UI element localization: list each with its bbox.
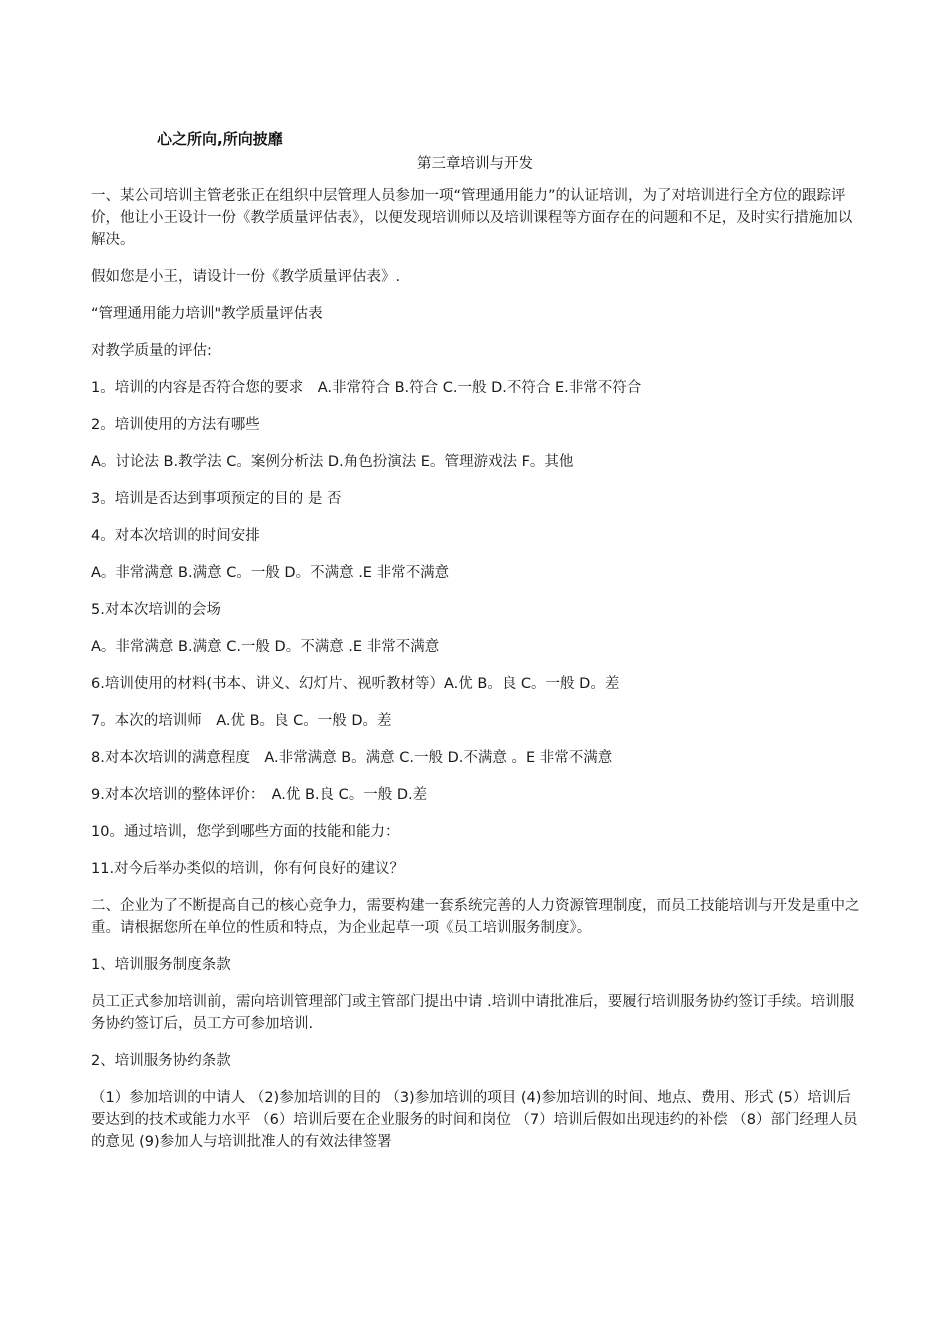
task-statement: 假如您是小王，请设计一份《教学质量评估表》. — [91, 269, 401, 285]
question-item: 4。对本次培训的时间安排 — [91, 528, 260, 544]
eval-label: 对教学质量的评估: — [91, 343, 212, 359]
clause2-title: 2、培训服务协约条款 — [91, 1053, 231, 1069]
question-item: 5.对本次培训的会场 — [91, 602, 221, 618]
question-item: 1。培训的内容是否符合您的要求 A.非常符合 B.符合 C.一般 D.不符合 E.非常不符合 — [91, 380, 642, 396]
motto-header: 心之所向,所向披靡 — [157, 130, 283, 148]
clause1-title: 1、培训服务制度条款 — [91, 957, 231, 973]
question-item: 10。通过培训，您学到哪些方面的技能和能力： — [91, 824, 400, 840]
question-item: A。非常满意 B.满意 C.一般 D。不满意 .E 非常不满意 — [91, 639, 440, 655]
section2-intro: 二、企业为了不断提高自己的核心竞争力，需要构建一套系统完善的人力资源管理制度，而员工技能培训与开发是重中之重。请根据您所在单位的性质和特点，为企业起草一项《员工培训服务制度》。 — [91, 898, 860, 936]
chapter-title: 第三章培训与开发 — [417, 156, 533, 172]
question-item: 11.对今后举办类似的培训，你有何良好的建议？ — [91, 861, 405, 877]
question-item: 7。本次的培训师 A.优 B。良 C。一般 D。差 — [91, 713, 392, 729]
question-item: A。讨论法 B.教学法 C。案例分析法 D.角色扮演法 E。管理游戏法 F。其他 — [91, 454, 574, 470]
section1-intro: 一、某公司培训主管老张正在组织中层管理人员参加一项“管理通用能力”的认证培训，为了对培训进行全方位的跟踪评价，他让小王设计一份《教学质量评估表》，以便发现培训师以及培训课程等方面存在的问题和不足，及时实行措施加以解决。 — [91, 188, 853, 248]
clause1-body: 员工正式参加培训前，需向培训管理部门或主管部门提出中请 .培训中请批准后，要履行培训服务协约签订手续。培训服务协约签订后，员工方可参加培训. — [91, 994, 855, 1032]
question-item: 3。培训是否达到事项预定的目的 是 否 — [91, 491, 342, 507]
question-item: 8.对本次培训的满意程度 A.非常满意 B。满意 C.一般 D.不满意 。E 非常不满意 — [91, 750, 613, 766]
question-item: 6.培训使用的材料(书本、讲义、幻灯片、视听教材等）A.优 B。良 C。一般 D。差 — [91, 676, 620, 692]
question-item: 9.对本次培训的整体评价： A.优 B.良 C。一般 D.差 — [91, 787, 428, 803]
clause2-body: （1）参加培训的中请人 （2)参加培训的目的 （3)参加培训的项目 (4)参加培训的时间、地点、费用、形式 (5）培训后要达到的技术或能力水平 （6）培训后要在企业服务的时间和岗位 （7）培训后假如出现违约的补偿 （8）部门经理人员的意见 (9)参加人与培训批准人的有效法律签署 — [91, 1090, 858, 1150]
question-item: A。非常满意 B.满意 C。一般 D。不满意 .E 非常不满意 — [91, 565, 450, 581]
document-body — [91, 185, 861, 1153]
question-item: 2。培训使用的方法有哪些 — [91, 417, 260, 433]
form-title: “管理通用能力培训"教学质量评估表 — [91, 306, 323, 322]
